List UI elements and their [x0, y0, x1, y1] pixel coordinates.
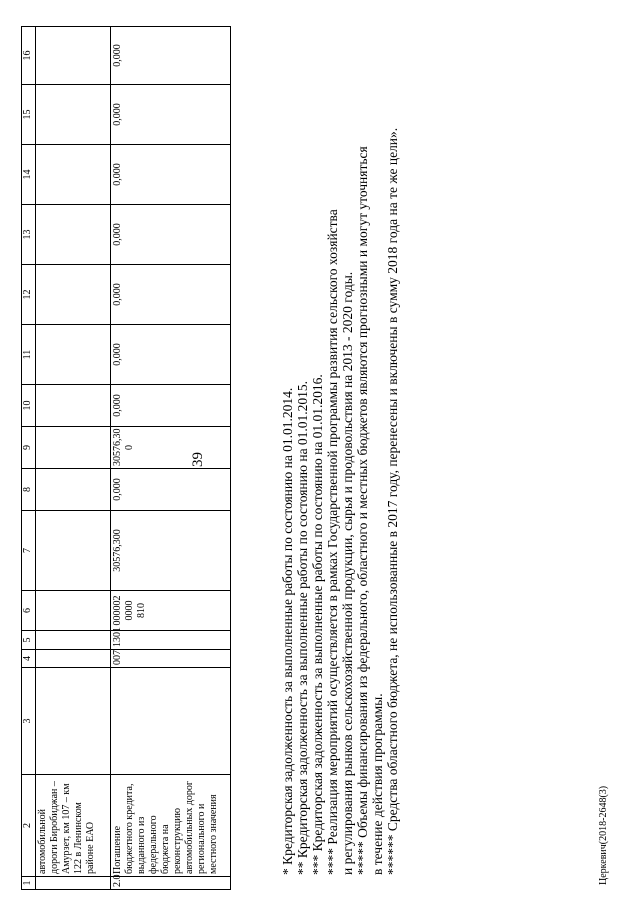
- table-cell: 0,000: [111, 469, 231, 511]
- table-cell: [36, 511, 111, 591]
- column-number-header: [22, 27, 36, 890]
- table-cell: 0,000: [111, 27, 231, 85]
- header-cell: 9: [22, 427, 36, 469]
- header-cell: 13: [22, 205, 36, 265]
- header-cell: 15: [22, 85, 36, 145]
- table-cell: 0,000: [111, 325, 231, 385]
- header-cell: 14: [22, 145, 36, 205]
- footnotes: [280, 15, 400, 875]
- table-cell: [36, 877, 111, 890]
- header-cell: 1: [22, 877, 36, 890]
- header-cell: 16: [22, 27, 36, 85]
- table-cell: [36, 27, 111, 85]
- table-cell: [36, 591, 111, 631]
- footnote: в течение действия программы.: [370, 693, 385, 875]
- table-row-2-0: [111, 27, 231, 890]
- table-cell: 000002 0000 810: [111, 591, 231, 631]
- program-table: [21, 26, 231, 890]
- header-cell: 8: [22, 469, 36, 511]
- table-cell: [36, 427, 111, 469]
- table-cell: 30576,300: [111, 511, 231, 591]
- page-number: 39: [190, 452, 206, 467]
- table-cell: 0,000: [111, 85, 231, 145]
- table-cell: 0,000: [111, 385, 231, 427]
- footnote: **** Реализация мероприятий осуществляется в рамках Государственной программы развития сельского хозяйства: [325, 209, 340, 875]
- table-cell: 0,000: [111, 145, 231, 205]
- table-cell: 0,000: [111, 265, 231, 325]
- footnote: и регулирования рынков сельскохозяйственной продукции, сырья и продовольствия на 2013 - 2020 годы.: [340, 271, 355, 875]
- header-cell: 12: [22, 265, 36, 325]
- header-cell: 2: [22, 775, 36, 877]
- table-cell: 30576,30 0: [111, 427, 231, 469]
- table-cell: [36, 85, 111, 145]
- table-row-continuation: [36, 27, 111, 890]
- footnote: * Кредиторская задолженность за выполненные работы по состоянию на 01.01.2014.: [280, 387, 295, 875]
- footnote: ***** Объемы финансирования из федерального, областного и местных бюджетов являются прогнозными и могут уточняться: [355, 146, 370, 875]
- document-code: Церкевич(2018-2648(3): [598, 785, 609, 885]
- table-cell-name: автомобильной дороги Биробиджан – Амурзет, км 107 – км 122 в Ленинском районе ЕАО: [36, 775, 111, 877]
- table-cell: 0,000: [111, 205, 231, 265]
- table-cell: [36, 265, 111, 325]
- table-cell: [36, 668, 111, 775]
- footnote: ****** Средства областного бюджета, не использованные в 2017 году, перенесены и включены в сумму 2018 года на те же цели».: [385, 127, 400, 875]
- header-cell: 5: [22, 631, 36, 650]
- header-cell: 4: [22, 650, 36, 668]
- header-cell: 10: [22, 385, 36, 427]
- table-cell: [36, 650, 111, 668]
- table-cell: [36, 631, 111, 650]
- footnote: *** Кредиторская задолженность за выполненные работы по состоянию на 01.01.2016.: [310, 374, 325, 875]
- header-cell: 7: [22, 511, 36, 591]
- table-cell: [36, 325, 111, 385]
- header-cell: 6: [22, 591, 36, 631]
- footnote: ** Кредиторская задолженность за выполненные работы по состоянию на 01.01.2015.: [295, 380, 310, 875]
- table-cell: [36, 205, 111, 265]
- table-cell: [111, 668, 231, 775]
- table-cell: 1301: [111, 631, 231, 650]
- table-cell: 007: [111, 650, 231, 668]
- table-cell-name: Погашение бюджетного кредита, выданного из федерального бюджета на реконструкцию автомобильных дорог регионального и местного значения: [111, 775, 231, 877]
- table-cell: [36, 145, 111, 205]
- table-cell: [36, 385, 111, 427]
- header-cell: 11: [22, 325, 36, 385]
- header-cell: 3: [22, 668, 36, 775]
- table-cell: [36, 469, 111, 511]
- row-number: 2.0: [111, 877, 231, 890]
